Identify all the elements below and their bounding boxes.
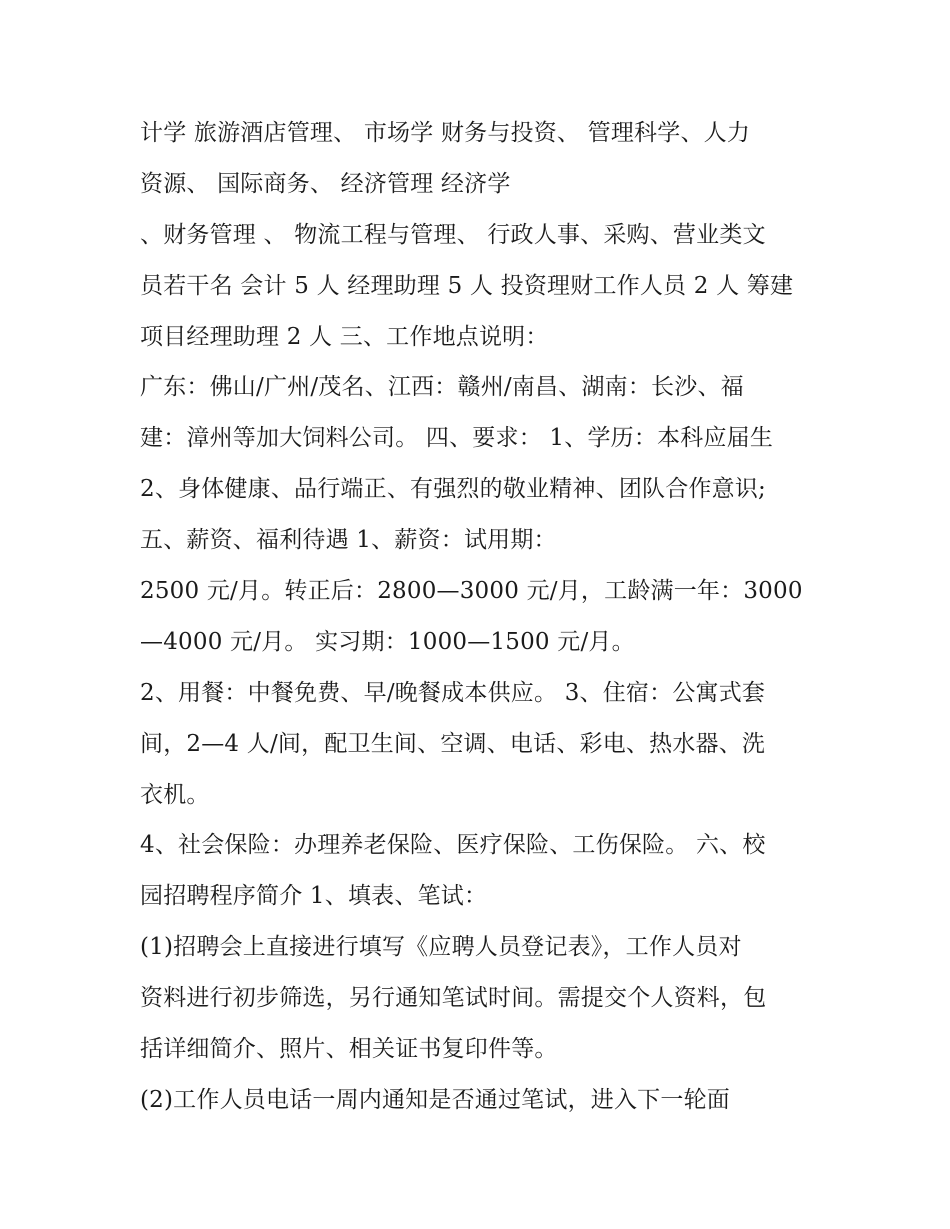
text-line: (1)招聘会上直接进行填写《应聘人员登记表》，工作人员对 xyxy=(140,934,742,961)
text-line: 间，2—4 人/间，配卫生间、空调、电话、彩电、热水器、洗 xyxy=(140,730,766,757)
text-line: 、财务管理 、 物流工程与管理、 行政人事、采购、营业类文 xyxy=(140,221,766,248)
text-line: (2)工作人员电话一周内通知是否通过笔试，进入下一轮面 xyxy=(140,1086,730,1113)
text-line: 4、社会保险：办理养老保险、医疗保险、工伤保险。 六、校 xyxy=(140,832,766,859)
text-line: —4000 元/月。 实习期：1000—1500 元/月。 xyxy=(140,628,635,655)
text-line: 衣机。 xyxy=(140,781,210,808)
text-line: 2、用餐：中餐免费、早/晚餐成本供应。 3、住宿：公寓式套 xyxy=(140,679,766,706)
text-line: 园招聘程序简介 1、填表、笔试： xyxy=(140,883,488,910)
text-line: 五、薪资、福利待遇 1、薪资：试用期： xyxy=(140,527,557,554)
text-line: 2、身体健康、品行端正、有强烈的敬业精神、团队合作意识; xyxy=(140,476,766,503)
text-line: 资源、 国际商务、 经济管理 经济学 xyxy=(140,170,511,197)
text-line: 员若干名 会计 5 人 经理助理 5 人 投资理财工作人员 2 人 筹建 xyxy=(140,272,794,299)
text-line: 计学 旅游酒店管理、 市场学 财务与投资、 管理科学、人力 xyxy=(140,120,751,146)
text-line: 2500 元/月。转正后：2800—3000 元/月，工龄满一年：3000 xyxy=(140,578,803,605)
text-line: 建：漳州等加大饲料公司。 四、要求： 1、学历：本科应届生 xyxy=(140,425,774,452)
text-line: 括详细简介、照片、相关证书复印件等。 xyxy=(140,1036,558,1063)
text-line: 资料进行初步筛选，另行通知笔试时间。需提交个人资料，包 xyxy=(140,985,767,1012)
text-line: 广东：佛山/广州/茂名、江西：赣州/南昌、湖南：长沙、福 xyxy=(140,374,744,401)
document-body xyxy=(140,108,820,1126)
text-line: 项目经理助理 2 人 三、工作地点说明： xyxy=(140,323,549,350)
